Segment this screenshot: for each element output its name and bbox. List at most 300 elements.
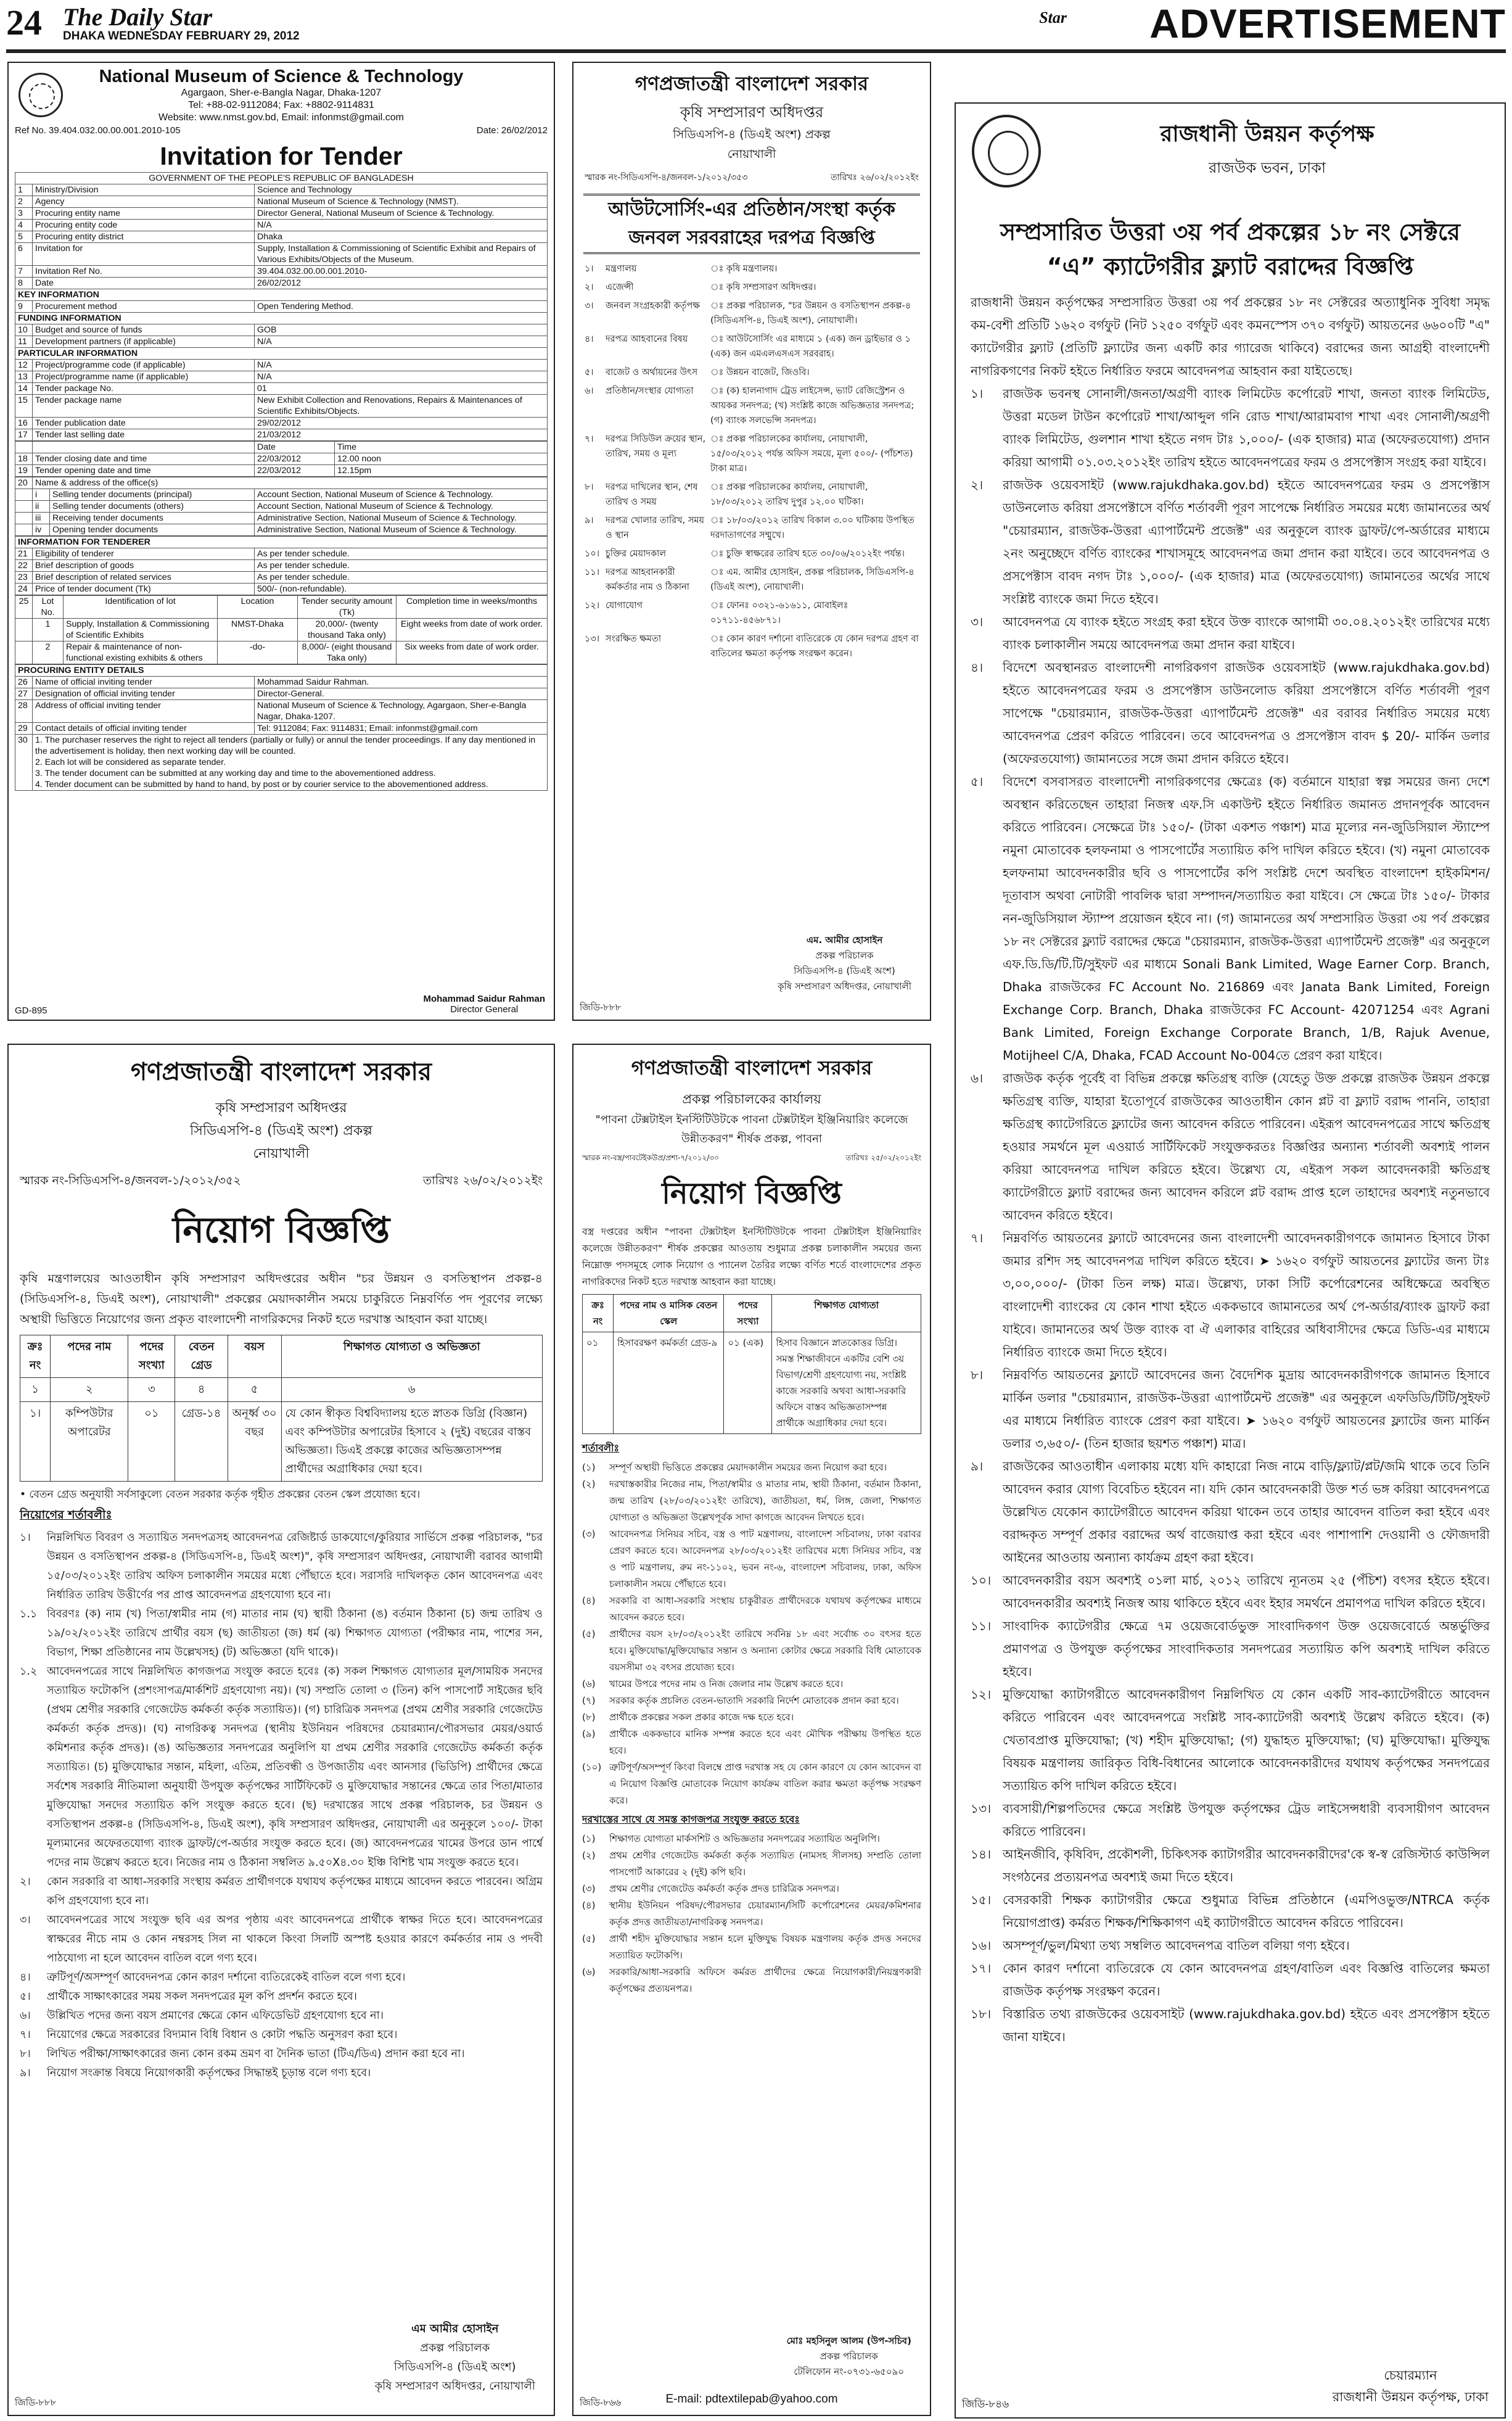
item-value: ঃ প্রকল্প পরিচালকের কার্যালয়, নোয়াখালী, ১৫/০৩/২০১২ পর্যন্ত অফিস সময়ে, মূল্য ৫০০/- (পাঁচশত) টাকা মাত্র। (710, 434, 913, 474)
section-procuring: PROCURING ENTITY DETAILS (15, 665, 548, 677)
tender-item (585, 280, 919, 295)
item-text: সরকার কর্তৃক প্রচলিত বেতন-ভাতাদি সরকারি নির্দেশ মোতাবেক প্রদান করা হবে। (609, 1695, 899, 1706)
org-name: রাজধানী উন্নয়ন কর্তৃপক্ষ (1160, 122, 1374, 147)
table-cell: As per tender schedule. (255, 548, 548, 560)
column-header: বেতন গ্রেড (175, 1335, 228, 1378)
recruitment-ad-cdsp (7, 1044, 555, 2416)
tender-item (585, 262, 919, 276)
table-cell: Invitation for (33, 243, 255, 266)
list-item (971, 1067, 1490, 1227)
item-value: ঃ কোন কারণ দর্শানো ব্যতিরেকে যে কোন দরপত্র গ্রহণ বা বাতিলের ক্ষমতা কর্তৃপক্ষ সংরক্ষণ করেন। (710, 634, 919, 659)
item-number: ৭। (20, 2029, 31, 2041)
item-number: ১৩। (585, 634, 600, 644)
column-header: শিক্ষাগত যোগ্যতা (772, 1295, 921, 1332)
item-text: ত্রুটিপূর্ণ/অসম্পূর্ণ আবেদনপত্র কোন কারণ দর্শানো ব্যতিরেকেই বাতিল বলে গণ্য হবে। (47, 1971, 406, 1984)
item-text: নিম্নবর্ণিত আয়তনের ফ্ল্যাটে আবেদনের জন্য বাংলাদেশী আবেদনকারীগণকে জামানত হিসাবে টাকা জমার রশিদ সহ আবেদনপত্র দাখিল করিতে হইবে। ➤ ১৬২০ বর্গফুট আয়তনের ফ্ল্যাটের জন্য টাঃ ৩,০০,০০০/- (টাকা তিন লক্ষ) মাত্র। উল্লেখ্য, ঢাকা সিটি কর্পোরেশনের অধিক্ষেত্রে অবস্থিত বাংলাদেশী ব্যাংকের যে কোন শাখা হইতে এককভাবে জামানতের অর্থ পে-অর্ডার/ব্যাংক ড্রাফট করা যাইবে। জামানতের অর্থ উক্ত ব্যাংক বা ঐ এলাকার বাহিরের অধিবাসীদের ক্ষেত্রে ডিডি-এর মাধ্যমে নির্ধারিত ব্যাংকে জমা দিতে হইবে। (1003, 1231, 1490, 1359)
table-cell: 9 (15, 301, 33, 313)
office-row (15, 489, 548, 501)
section-title: ADVERTISEMENT (1149, 1, 1506, 46)
table-cell: 2 (15, 196, 33, 208)
table-row (15, 196, 548, 208)
table-row (15, 371, 548, 383)
item-number: (৮) (582, 1712, 596, 1723)
table-cell (15, 513, 33, 524)
table-cell: 14 (15, 383, 33, 395)
table-cell: Administrative Section, National Museum of Science & Technology. (255, 524, 548, 536)
table-cell: 15 (15, 395, 33, 418)
memo-number: স্মারক নং-সিডিএসপি-৪/জনবল-১/২০১২/৩৫৩ (585, 173, 748, 183)
table-cell: 1 (33, 619, 64, 641)
rajuk-signature: চেয়ারম্যান রাজধানী উন্নয়ন কর্তৃপক্ষ, ঢাকা (1332, 2368, 1489, 2404)
org-address: রাজউক ভবন, ঢাকা (1209, 159, 1326, 176)
item-label: দরপত্র সিডিউল ক্রয়ের স্থান, তারিখ, সময় ও মূল্য (606, 434, 706, 459)
item-text: সরকারি/আধা-সরকারি অফিসে কর্মরত প্রার্থীদের ক্ষেত্রে নিয়োগকারী/নিয়ন্ত্রণকারী কর্তৃপক্ষের প্রত্যয়নপত্র। (609, 1966, 921, 1994)
table-row (15, 688, 548, 700)
list-item (582, 1847, 921, 1881)
item-number: ৪। (20, 1971, 31, 1984)
list-item (971, 474, 1490, 611)
column-number: ১ (20, 1378, 51, 1402)
list-item (582, 1676, 921, 1693)
offices-header: Name & address of the office(s) (33, 477, 548, 489)
table-row (15, 208, 548, 220)
section-particular: PARTICULAR INFORMATION (15, 348, 548, 360)
table-row (15, 278, 548, 289)
tender-item (585, 332, 919, 361)
gov-row: GOVERNMENT OF THE PEOPLE'S REPUBLIC OF BANGLADESH (15, 173, 548, 184)
item-number: ১৭। (971, 1961, 992, 1976)
table-cell: Project/programme code (if applicable) (33, 360, 255, 371)
table-cell: iv (33, 524, 50, 536)
list-item (582, 1831, 921, 1847)
item-value: ঃ চুক্তি স্বাক্ষরের তারিখ হতে ৩০/০৬/২০১২ইং পর্যন্ত। (710, 549, 905, 559)
table-cell: ii (33, 501, 50, 513)
table-cell: Tender package name (33, 395, 255, 418)
contact-email: E-mail: pdtextilepab@yahoo.com (665, 2393, 838, 2406)
list-item (582, 1897, 921, 1931)
closing-row: 18 Tender closing date and time 22/03/2012 12.00 noon (15, 453, 548, 465)
table-cell: Procurement method (33, 301, 255, 313)
list-item (971, 1889, 1490, 1934)
terms-list (573, 1459, 930, 1809)
table-cell: N/A (255, 371, 548, 383)
table-cell: 39.404.032.00.00.001.2010- (255, 266, 548, 278)
item-text: কোন সরকারি বা আধা-সরকারি সংস্থায় কর্মরত প্রার্থীগণকে যথাযথ কর্তৃপক্ষের মাধ্যমে আবেদন করতে পারবেন। অগ্রিম কপি গ্রহণযোগ্য হবে না। (47, 1876, 543, 1907)
item-text: প্রার্থী শহীদ মুক্তিযোদ্ধার সন্তান হলে মুক্তিযুদ্ধ বিষয়ক মন্ত্রণালয় কর্তৃক প্রদত্ত সনদের সত্যায়িত ফটোকপি। (609, 1933, 921, 1961)
table-row (15, 572, 548, 584)
terms-heading: শর্তাবলীঃ (582, 1442, 620, 1454)
item-text: শিক্ষাগত যোগ্যতা মার্কসশিট ও অভিজ্ঞতার সনদপত্রের সত্যায়িত অনুলিপি। (609, 1833, 880, 1844)
table-cell: হিসাব বিজ্ঞানে স্নাতকোত্তর ডিগ্রি। সমস্ত শিক্ষাজীবনে একটির বেশি ৩য় বিভাগ/শ্রেণী গ্রহণযোগ্য নয়, সংশ্লিষ্ট কাজে সরকারি অথবা আধা-সরকারি অফিসে বাস্তব অভিজ্ঞতাসম্পন্ন প্রার্থীকে অগ্রাধিকার দেয়া হবে। (772, 1332, 921, 1434)
item-number: ৯। (971, 1459, 984, 1474)
list-item (20, 1528, 543, 1605)
table-cell: Tender package No. (33, 383, 255, 395)
table-cell: Dhaka (255, 231, 548, 243)
section-funding: FUNDING INFORMATION (15, 313, 548, 324)
table-cell: i (33, 489, 50, 501)
tenderer-table (15, 536, 548, 595)
item-value: ঃ এম. আমীর হোসাইন, প্রকল্প পরিচালক, সিডিএসপি-৪ (ডিএই অংশ), নোয়াখালী। (710, 567, 914, 592)
item-number: ৭। (971, 1231, 984, 1245)
terms-heading: নিয়োগের শর্তাবলীঃ (20, 1508, 112, 1522)
column-header: শিক্ষাগত যোগ্যতা ও অভিজ্ঞতা (281, 1335, 543, 1378)
item-text: ব্যবসায়ী/শিল্পপতিদের ক্ষেত্রে সংশ্লিষ্ট উপযুক্ত কর্তৃপক্ষের ট্রেড লাইসেন্সধারী ব্যবসায়ীগণ আবেদন করিতে পারিবেন। (1003, 1801, 1490, 1839)
column-header: ক্রঃ নং (583, 1295, 614, 1332)
tender-heading: Invitation for Tender (160, 142, 403, 170)
table-cell (15, 489, 33, 501)
item-value: ঃ উন্নয়ন বাজেট, জিওবি। (710, 368, 810, 377)
item-text: লিখিত পরীক্ষা/সাক্ষাৎকারের জন্য কোন রকম ভ্রমণ বা দৈনিক ভাতা (টিএ/ডিএ) প্রদান করা হবে না। (47, 2048, 465, 2060)
list-item (971, 1569, 1490, 1615)
museum-logo-icon (18, 73, 63, 117)
list-item (20, 1987, 543, 2007)
item-number: ৩। (585, 301, 594, 311)
item-text: রাজউক ওয়েবসাইট (www.rajukdhaka.gov.bd) হইতে আবেদনপত্রের ফরম ও প্রসপেক্টাস ডাউনলোড করিয়া প্রসপেক্টাসে বর্ণিত শর্তাবলী পূরণ সাপেক্ষে নির্ধারিত সময়ের মধ্যে জামানতের অর্থ "চেয়ারম্যান, রাজউক-উত্তরা এ্যাপার্টমেন্ট প্রজেক্ট" এর অনুকূলে ব্যাংক ড্রাফট/পে-অর্ডারের মাধ্যমে ২নং অনুচ্ছেদে বর্ণিত ব্যাংকের শাখাসমূহে আবেদনপত্র জমা প্রদান করা যাইবে। তবে আবেদনপত্র ও প্রসপেক্টাস বাবদ নগদ টাঃ ১,০০০/- (এক হাজার) মাত্র (অফেরতযোগ্য) জামানতের অর্থের সাথে সংশ্লিষ্ট ব্যাংকে জমা দিতে হইবে। (1003, 477, 1490, 606)
item-number: (২) (582, 1850, 596, 1861)
item-number: (৫) (582, 1933, 596, 1944)
item-number: ৯। (20, 2067, 31, 2079)
item-text: প্রার্থীদের বয়স ২৮/০৩/২০১২ইং তারিখে সর্বনিম্ন ১৮ এবং সর্বোচ্চ ৩০ বৎসর হতে হবে। মুক্তিযোদ্ধা/মুক্তিযোদ্ধার সন্তান ও অন্যান্য কোটার ক্ষেত্রে সরকারি বিধি মোতাবেক বয়সসীমা ৩২ বৎসর প্রযোজ্য হবে। (609, 1628, 921, 1673)
masthead (6, 0, 1506, 53)
table-cell: N/A (255, 220, 548, 231)
table-row (15, 700, 548, 723)
table-row (15, 429, 548, 441)
notice-items (956, 382, 1505, 2048)
item-number: ১৫। (971, 1892, 992, 1907)
item-label: দরপত্র আহবানকারী কর্মকর্তার নাম ও ঠিকানা (606, 567, 689, 592)
column-header: ক্রঃ নং (20, 1335, 51, 1378)
table-cell: Date (33, 278, 255, 289)
item-number: ৮। (20, 2048, 31, 2060)
item-value: ঃ ১৮/০৩/২০১২ তারিখ বিকাল ৩.০০ ঘটিকায় উপস্থিত দরদাতাগণের সম্মুখে। (710, 516, 914, 540)
museum-address (9, 87, 554, 124)
memo-date: তারিখঃ ২৫/০২/২০১২ইং (845, 1153, 921, 1162)
table-cell: Procuring entity code (33, 220, 255, 231)
item-number: ১। (20, 1532, 31, 1544)
museum-signature (423, 994, 545, 1015)
tender-item (585, 480, 919, 509)
ref-number: Ref No. 39.404.032.00.00.001.2010-105 (15, 125, 181, 136)
table-cell: 26 (15, 677, 33, 688)
recruit1-signature: এম আমীর হোসাইন প্রকল্প পরিচালক সিডিএসপি-৪ (ডিএই অংশ) কৃষি সম্প্রসারণ অধিদপ্তর, নোয়াখালী (374, 2322, 535, 2393)
list-item (20, 2045, 543, 2064)
item-text: সাংবাদিক ক্যাটেগরীর ক্ষেত্রে ৭ম ওয়েজবোর্ডভুক্ত সাংবাদিকগণ উক্ত ওয়েজবোর্ডে অন্তর্ভুক্তির প্রমাণপত্র ও উপযুক্ত কর্তৃপক্ষের সাংবাদিকতার সনদপত্রের সত্যায়িত কপি অবশ্যই দাখিল করিতে হইবে। (1003, 1619, 1490, 1679)
item-number: (৭) (582, 1695, 596, 1706)
note-line: 4. Tender document can be submitted by hand to hand, by post or by courier service to the abovementioned address. (35, 780, 488, 790)
table-cell: ১। (20, 1402, 51, 1482)
section-tenderer: INFORMATION FOR TENDERER (15, 537, 548, 548)
table-cell: Director General, National Museum of Science & Technology. (255, 208, 548, 220)
item-number: (৩) (582, 1528, 596, 1540)
agri-signature: এম. আমীর হোসাইন প্রকল্প পরিচালক সিডিএসপি-৪ (ডিএই অংশ) কৃষি সম্প্রসারণ অধিদপ্তর, নোয়াখালী (778, 934, 911, 992)
table-cell: 6 (15, 243, 33, 266)
list-item (971, 656, 1490, 770)
item-number: ৪। (585, 334, 594, 344)
list-item (582, 1593, 921, 1626)
rajuk-logo-icon (972, 115, 1041, 188)
column-header: পদের সংখ্যা (724, 1295, 772, 1332)
item-value: ঃ আউটসোর্সিং এর মাধ্যমে ১ (এক) জন ড্রাইভার ও ১ (এক) জন এমএলএসএস সরবরাহ। (710, 334, 911, 359)
item-text: নিয়োগের ক্ষেত্রে সরকারের বিদ্যমান বিধি বিধান ও কোটা পদ্ধতি অনুসরণ করা হবে। (47, 2029, 398, 2041)
table-cell: 8,000/- (eight thousand Taka only) (298, 641, 396, 664)
item-text: বিদেশে বসবাসরত বাংলাদেশী নাগরিকগণের ক্ষেত্রেঃ (ক) বর্তমানে যাহারা স্বল্প সময়ের জন্য দেশে অবস্থান করিতেছেন তাহারা নিজস্ব এফ.সি একাউন্ট হইতে নির্ধারিত জমানত প্রদানপূর্বক আবেদন করিতে পারিবেন। সেক্ষেত্রে টাঃ ১৫০/- (টাকা একশত পঞ্চাশ) মাত্র মূল্যের নন-জুডিসিয়াল স্ট্যাম্পে নমুনা মোতাবেক হলফনামা ও পাসপোর্টের সত্যায়িত কপি দাখিল করিতে হইবে। (খ) নমুনা মোতাবেক হলফনামা আবেদনকারীর ছবি ও পাসপোর্টের কপি সংশ্লিষ্ট দেশে অবস্থিত বাংলাদেশ হাইকমিশন/দূতাবাস অথবা নোটারী পাবলিক দ্বারা সম্পাদন/সত্যায়িত করা যাইবে। সে ক্ষেত্রে টাঃ ১৫০/- টাকার নন-জুডিসিয়াল স্ট্যাম্প প্রয়োজন হইবে না। (গ) জামানতের অর্থ সম্প্রসারিত উত্তরা ৩য় পর্ব প্রকল্পের ১৮ নং সেক্টরের ফ্ল্যাট বরাদ্দের ক্ষেত্রে "চেয়ারম্যান, রাজউক-উত্তরা এ্যাপার্টমেন্ট প্রজেক্ট" এর অনুকূলে এফ.ডি.ডি/টি.টি/সুইফট এর মাধ্যমে Sonali Bank Limited, Wage Earner Corp. Branch, Dhaka রাজউকের FC Account No. 216869 এবং Janata Bank Limited, Foreign Exchange Corp. Branch, Dhaka রাজউকের FC Account- 42071254 এবং Agrani Bank Limited, Foreign Exchange Corporate Branch, 1/B, Rajuk Avenue, Motijheel C/A, Dhaka, FCAD Account No-004তে প্রেরণ করা যাইবে। (1003, 774, 1490, 1063)
item-number: ৪। (971, 660, 984, 675)
item-number: ১। (971, 386, 984, 401)
office-row (15, 501, 548, 513)
department-name: কৃষি সম্প্রসারণ অধিদপ্তর (680, 104, 824, 121)
item-number: ৮। (971, 1367, 984, 1382)
list-item (582, 1881, 921, 1897)
tender-item (585, 565, 919, 595)
item-text: প্রথম শ্রেণীর গেজেটেড কর্মকর্তা কর্তৃক প্রদত্ত চারিত্রিক সনদপত্র। (609, 1883, 839, 1894)
table-cell: NMST-Dhaka (218, 619, 298, 641)
list-item (582, 1726, 921, 1759)
table-cell: Opening tender documents (50, 524, 255, 536)
column-number: ৫ (228, 1378, 281, 1402)
list-item (582, 1931, 921, 1964)
list-item (20, 1662, 543, 1873)
item-label: দরপত্র আহবানের বিষয় (606, 334, 688, 344)
item-text: আইনজীবি, কৃষিবিদ, প্রকৌশলী, চিকিৎসক ক্যাটাগরীর আবেদনকারীদের'কে স্ব-স্ব রেজিস্টার্ড কাউন্সিল সংগঠনের প্রত্যয়নপত্র অবশ্যই জমা দিতে হইবে। (1003, 1847, 1490, 1884)
gd-number: জিডি-৮৪৬ (962, 2398, 1009, 2410)
table-cell: 22 (15, 560, 33, 572)
gd-number: জিডি-৮৬৬ (580, 2398, 622, 2408)
table-cell: 27 (15, 688, 33, 700)
table-cell: 4 (15, 220, 33, 231)
office-row (15, 524, 548, 536)
signer-name: Mohammad Saidur Rahman (423, 994, 545, 1004)
list-item (971, 1227, 1490, 1364)
table-cell: Address of official inviting tender (33, 700, 255, 723)
list-item (20, 2026, 543, 2045)
table-row (15, 336, 548, 348)
item-text: উল্লিখিত পদের জন্য বয়স প্রমাণের ক্ষেত্রে কোন এফিডেভিট গ্রহণযোগ্য হবে না। (47, 2010, 384, 2022)
table-cell: 20,000/- (twenty thousand Taka only) (298, 619, 396, 641)
item-label: জনবল সংগ্রহকারী কর্তৃপক্ষ (606, 301, 701, 311)
list-item (971, 1615, 1490, 1683)
tender-notes (33, 735, 548, 791)
list-item (582, 1759, 921, 1809)
list-item (582, 1459, 921, 1476)
table-cell (15, 641, 33, 664)
table-cell: Repair & maintenance of non-functional existing exhibits & others (64, 641, 218, 664)
item-number: ২। (971, 477, 984, 492)
item-text: রাজউক ভবনস্থ সোনালী/জনতা/অগ্রণী ব্যাংক লিমিটেড কর্পোরেট শাখা, জনতা ব্যাংক লিমিটেড, উত্তরা মডেল টাউন কর্পোরেট শাখা/আব্দুল গনি রোড শাখা/আরামবাগ শাখা এবং সোনালী/অগ্রণী ব্যাংক লিমিটেড, গুলশান শাখা হইতে নগদ টাঃ ১,০০০/- (এক হাজার) মাত্র (অফেরতযোগ্য) প্রদান করিয়া আগামী ০১.০৩.২০১২ইং তারিখ হইতে আবেদনপত্রের ফরম ও প্রসপেক্টাস সংগ্রহ করা যাইবে। (1003, 386, 1490, 469)
gd-number: GD-895 (15, 1005, 47, 1016)
list-item (971, 1797, 1490, 1843)
list-item (582, 1626, 921, 1676)
list-item (971, 382, 1490, 474)
table-cell: 01 (255, 383, 548, 395)
table-cell: Eligibility of tenderer (33, 548, 255, 560)
tender-item (585, 384, 919, 428)
memo-date: তারিখঃ ২৬/০২/২০১২ইং (423, 1174, 543, 1187)
item-text: দরখাস্তকারীর নিজের নাম, পিতা/স্বামীর ও মাতার নাম, স্থায়ী ঠিকানা, বর্তমান ঠিকানা, জন্ম তারিখ (২৮/০৩/২০১২ইং তারিখে), জাতীয়তা, ধর্ম, লিঙ্গ, জেলা, শিক্ষাগত যোগ্যতা ও অভিজ্ঞতা উল্লেখপূর্বক সাদা কাগজে আবেদন লিখতে হবে। (609, 1479, 921, 1523)
office-row (15, 513, 548, 524)
tender-item (585, 598, 919, 628)
item-label: সংরক্ষিত ক্ষমতা (606, 634, 662, 644)
item-text: বিদেশে অবস্থানরত বাংলাদেশী নাগরিকগণ রাজউক ওয়েবসাইট (www.rajukdhaka.gov.bd) হইতে আবেদনপত্রের ফরম ও প্রসপেক্টাস ডাউনলোড করিয়া প্রসপেক্টাসে বর্ণিত শর্তাবলী পূরণ সাপেক্ষে "চেয়ারম্যান, রাজউক-উত্তরা এ্যাপার্টমেন্ট প্রজেক্ট" এর বরাবর নির্ধারিত সময়ের মধ্যে আবেদনপত্র প্রেরণ করিতে পারিবেন। তবে আবেদনপত্র ও প্রসপেক্টাস বাবদ $ 20/- মার্কিন ডলার (অফেরতযোগ্য) জামানতের সঙ্গে জমা প্রদান করিতে হইবে। (1003, 660, 1490, 766)
table-cell: Budget and source of funds (33, 324, 255, 336)
item-text: মুক্তিযোদ্ধা ক্যাটাগরীতে আবেদনকারীগণ নিম্নলিখিত যে কোন একটি সাব-ক্যাটেগরীতে আবেদন করিতে পারিবেন এবং আবেদনপত্রে সংশ্লিষ্ট সাব-ক্যাটেগরী অবশ্যই উল্লেখ করিতে হইবে। (ক) খেতাবপ্রাপ্ত মুক্তিযোদ্ধা; (খ) শহীদ মুক্তিযোদ্ধা; (গ) যুদ্ধাহত মুক্তিযোদ্ধা; (ঘ) মুক্তিযোদ্ধা। মুক্তিযুদ্ধ বিষয়ক মন্ত্রণালয় জারিকৃত বিধি-বিধানের আলোকে আবেদনকারীদের যথাযথ কর্তৃপক্ষের সনদপত্রের সত্যায়িত কপি দাখিল করিতে হইবে। (1003, 1687, 1490, 1793)
table-row (15, 418, 548, 429)
tender-item (585, 365, 919, 380)
item-text: প্রথম শ্রেণীর গেজেটেড কর্মকর্তা কর্তৃক সত্যায়িত (নামসহ সীলসহ) সম্প্রতি তোলা পাসপোর্ট আকারের ২ (দুই) কপি ছবি। (609, 1850, 921, 1878)
notice-title: নিয়োগ বিজ্ঞপ্তি (172, 1209, 390, 1251)
memo-date: তারিখঃ ২৬/০২/২০১২ইং (831, 173, 919, 183)
list-item (971, 770, 1490, 1067)
table-cell: Six weeks from date of work order. (396, 641, 548, 664)
table-cell: -do- (218, 641, 298, 664)
item-number: ১। (585, 264, 594, 274)
project-name: "পাবনা টেক্সটাইল ইনস্টিটিউটকে পাবনা টেক্সটাইল ইঞ্জিনিয়ারিং কলেজে উন্নীতকরণ" শীর্ষক প্রকল্প, পাবনা (595, 1113, 908, 1145)
note-line: 3. The tender document can be submitted at any working day and time to the abovementioned address. (35, 769, 436, 778)
item-number: (৩) (582, 1883, 596, 1894)
dateline: DHAKA WEDNESDAY FEBRUARY 29, 2012 (63, 30, 300, 43)
table-cell: 17 (15, 429, 33, 441)
list-item (20, 1968, 543, 1987)
item-text: প্রার্থীকে এককভাবে মানিক সম্পন্ন করতে হবে এবং মৌখিক পরীক্ষায় উপস্থিত হতে হবে। (609, 1728, 921, 1756)
memo-number: স্মারক নং-বস্ত্র/পাবটেইকউপ্র/প্রশা-৭/২০১২/৩০ (582, 1153, 720, 1162)
recruitment-ad-textile (572, 1044, 931, 2416)
notice-intro: বস্ত্র দপ্তরের অধীন "পাবনা টেক্সটাইল ইনস্টিটিউটকে পাবনা টেক্সটাইল ইঞ্জিনিয়ারিং কলেজে উন্নীতকরণ" শীর্ষক প্রকল্পের আওতায় শুধুমাত্র প্রকল্প চলাকালীন সময়ের জন্য নিম্নোক্ত পদসমূহে লোক নিয়োগ ও প্যানেল তৈরির লক্ষ্যে বর্ণিত শর্তে বাংলাদেশের প্রকৃত নাগরিকদের নিকট হতে দরখাস্ত আহবান করা যাচ্ছে। (582, 1226, 921, 1287)
table-cell: 16 (15, 418, 33, 429)
post-table (20, 1335, 543, 1482)
table-cell: 21/03/2012 (255, 429, 548, 441)
item-number: ১০। (971, 1573, 992, 1588)
item-number: ৩। (971, 614, 984, 629)
tender-item (585, 632, 919, 661)
table-cell: As per tender schedule. (255, 560, 548, 572)
star-logo: Star (1039, 9, 1067, 27)
table-cell: Contact details of official inviting tender (33, 723, 255, 735)
table-cell: Ministry/Division (33, 184, 255, 196)
table-cell: 500/- (non-refundable). (255, 584, 548, 595)
table-cell: National Museum of Science & Technology (NMST). (255, 196, 548, 208)
table-cell: 3 (15, 208, 33, 220)
tender-item (585, 513, 919, 543)
notice-title-line1: সম্প্রসারিত উত্তরা ৩য় পর্ব প্রকল্পের ১৮ নং সেক্টরে (1000, 218, 1461, 245)
item-value: ঃ ফোনঃ ০৩২১-৬১৬১১, মোবাইলঃ ০১৭১১-৪৫৬৮৭১। (710, 601, 848, 625)
offices-table: 20 Name & address of the office(s) i Selling tender documents (principal) Account Section, National Museum of Science & Technology. ii Selling tender documents (others) Account Section, National Museum of Science & Technology. iii Receiving tender documents Administrative Section, National Museum of Science & Technology. iv Opening tender documents Administrative Section, National Museum of Science & Technology. (15, 477, 548, 536)
item-number: ৩। (20, 1914, 31, 1926)
table-row (15, 395, 548, 418)
table-cell: National Museum of Science & Technology, Agargaon, Sher-e-Bangla Nagar, Dhaka-1207. (255, 700, 548, 723)
item-number: ১১। (585, 567, 600, 577)
list-item (582, 1693, 921, 1709)
item-text: স্থানীয় ইউনিয়ন পরিষদ/পৌরসভার চেয়ারম্যান/সিটি কর্পোরেশনের মেয়র/কমিশনার কর্তৃক প্রদত্ত জাতীয়তা/নাগরিকত্ব সনদপত্র। (609, 1900, 921, 1928)
table-cell: Eight weeks from date of work order. (396, 619, 548, 641)
item-number: ৮। (585, 482, 594, 492)
table-row (15, 220, 548, 231)
list-item (20, 2064, 543, 2083)
table-row (15, 301, 548, 313)
table-cell: 21 (15, 548, 33, 560)
item-text: আবেদনপত্রের সাথে নিম্নলিখিত কাগজপত্র সংযুক্ত করতে হবেঃ (ক) সকল শিক্ষাগত যোগ্যতার মূল/সাময়িক সনদের সত্যায়িত ফটোকপি (প্রশংসাপত্র/মার্কশিট গ্রহণযোগ্য নয়)। (খ) সম্প্রতি তোলা ৩ (তিন) কপি পাসপোর্ট সাইজের ছবি (প্রথম শ্রেণীর সরকারি গেজেটেড কর্মকর্তা কর্তৃক সত্যায়িত)। (গ) চারিত্রিক সনদপত্র (প্রথম শ্রেণীর সরকারি গেজেটেড কর্মকর্তা কর্তৃক প্রদত্ত)। (ঘ) নাগরিকত্ব সনদপত্র (স্থানীয় ইউনিয়ন পরিষদের চেয়ারম্যান/পৌরসভার মেয়র/ওয়ার্ড কমিশনার কর্তৃক প্রদত্ত)। (ঙ) অভিজ্ঞতার সনদপত্রের অনুলিপি যা প্রথম শ্রেণীর সরকারি গেজেটেড কর্মকর্তা কর্তৃক সত্যায়িত। (চ) মুক্তিযোদ্ধার সন্তান, মহিলা, এতিম, প্রতিবন্ধী ও উপজাতীয় এবং আনসার (ভিডিপি) প্রার্থীদের ক্ষেত্রে সর্বশেষ সরকারি নীতিমালা অনুযায়ী উপযুক্ত কর্তৃপক্ষের সার্টিফিকেট ও মুক্তিযোদ্ধার সন্তানের ক্ষেত্রে তার পিতা/মাতার মুক্তিযোদ্ধা সনদের সত্যায়িত কপি সংযুক্ত করতে হবে। (ছ) দরখাস্তের সাথে প্রকল্প পরিচালক, চর উন্নয়ন ও বসতিস্থাপন প্রকল্প-৪ (সিডিএসপি-৪, ডিএই অংশ), কৃষি সম্প্রসারণ অধিদপ্তর, নোয়াখালী এর অনুকূলে ১০০/- টাকা মূল্যমানের অফেরতযোগ্য ব্যাংক ড্রাফট/পে-অর্ডার সংযুক্ত করতে হবে। (জ) আবেদনপত্রের খামের উপরে ডান পার্শ্বে পদের নাম উল্লেখ করতে হবে। নিজের নাম ও ঠিকানা সম্বলিত ৯.৫০X৪.৩০ ইঞ্চি বিশিষ্ট খাম সংযুক্ত করতে হবে। (47, 1665, 543, 1869)
tender-items (573, 258, 930, 669)
table-cell: 28 (15, 700, 33, 723)
table-cell: N/A (255, 360, 548, 371)
gov-heading: গণপ্রজাতন্ত্রী বাংলাদেশ সরকার (635, 73, 869, 95)
column-number: ৪ (175, 1378, 228, 1402)
table-cell: 7 (15, 266, 33, 278)
item-number: ৭। (585, 434, 594, 444)
lot-row (15, 619, 548, 641)
note-line: 2. Each lot will be considered as separate tender. (35, 757, 226, 767)
table-cell (15, 501, 33, 513)
table-cell: গ্রেড-১৪ (175, 1402, 228, 1482)
gov-heading: গণপ্রজাতন্ত্রী বাংলাদেশ সরকার (631, 1056, 873, 1079)
table-row (15, 723, 548, 735)
table-cell: New Exhibit Collection and Renovations, Repairs & Maintenances of Scientific Exhibits/Objects. (255, 395, 548, 418)
list-item (20, 1605, 543, 1662)
table-cell: Price of tender document (Tk) (33, 584, 255, 595)
terms-list (9, 1528, 554, 2083)
item-text: অসম্পূর্ণ/ভুল/মিথ্যা তথ্য সম্বলিত আবেদনপত্র বাতিল বলিয়া গণ্য হইবে। (1003, 1938, 1350, 1953)
department-name: কৃষি সম্প্রসারণ অধিদপ্তর (215, 1100, 347, 1116)
phone-line: Tel: +88-02-9112084; Fax: +8802-9114831 (188, 100, 374, 110)
column-number: ৬ (281, 1378, 543, 1402)
item-number: (১০) (582, 1762, 602, 1773)
section-key: KEY INFORMATION (15, 289, 548, 301)
table-cell: N/A (255, 336, 548, 348)
item-label: মন্ত্রণালয় (606, 264, 637, 274)
item-number: ১৮। (971, 2007, 992, 2021)
table-cell: Administrative Section, National Museum of Science & Technology. (255, 513, 548, 524)
table-cell: Supply, Installation & Commissioning of Scientific Exhibit and Repairs of Various Exhibits/Objects of the Museum. (255, 243, 548, 266)
column-header: পদের সংখ্যা (128, 1335, 175, 1378)
item-text: কোন কারণ দর্শানো ব্যতিরেকে যে কোন আবেদনপত্র গ্রহণ/বাতিল এবং বিজ্ঞপ্তি বাতিলের ক্ষমতা রাজউক কর্তৃপক্ষ সংরক্ষণ করেন। (1003, 1961, 1490, 1998)
list-item (971, 1455, 1490, 1569)
table-row (15, 266, 548, 278)
column-number: ২ (51, 1378, 128, 1402)
recruit2-signature: মোঃ মহসিনুল আলম (উপ-সচিব) প্রকল্প পরিচালক টেলিফোন নং-০৭৩১-৬৫০৯০ (786, 2335, 911, 2377)
table-cell (15, 619, 33, 641)
table-cell: Designation of official inviting tender (33, 688, 255, 700)
table-row (15, 548, 548, 560)
item-text: প্রার্থীকে প্রকল্পের সকল প্রকার কাজে দক্ষ হতে হবে। (609, 1712, 794, 1723)
item-number: (১) (582, 1833, 596, 1844)
item-number: ১২। (971, 1687, 992, 1702)
column-number: ৩ (128, 1378, 175, 1402)
item-number: ৫। (971, 774, 984, 789)
table-row (15, 184, 548, 196)
item-text: রাজউকের আওতাধীন এলাকায় মধ্যে যদি কাহারো নিজ নামে বাড়ি/ফ্ল্যাট/প্লট/জমি থাকে তবে তিনি আবেদন করার যোগ্য বিবেচিত হইবেন না। যদি কোন আবেদনকারী উক্ত শর্ত ভঙ্গ করিয়া আবেদনপত্রে উল্লেখিত যেকোন ক্যাটেগরীতে আবেদন করিয়া থাকেন তবে তাহার আবেদন বাতিল করা হইবে এবং বরাদ্দকৃত সম্পূর্ণ প্রকার বরাদ্দের অর্থ বাজেয়াপ্ত করা হইবে এবং পাশাপাশি দেওয়ানী ও ফৌজদারী আইনের আওতায় অন্যান্য কার্যক্রম গ্রহণ করা হইবে। (1003, 1459, 1490, 1565)
tender-item (585, 299, 919, 328)
table-cell: 10 (15, 324, 33, 336)
table-cell: কম্পিউটার অপারেটর (51, 1402, 128, 1482)
rajuk-flat-ad (955, 102, 1506, 2419)
table-cell: Account Section, National Museum of Science & Technology. (255, 501, 548, 513)
table-cell: 23 (15, 572, 33, 584)
list-item (582, 1526, 921, 1593)
item-number: (১) (582, 1462, 596, 1473)
table-row (15, 360, 548, 371)
table-cell: Tender last selling date (33, 429, 255, 441)
table-row (15, 383, 548, 395)
list-item (971, 611, 1490, 656)
project-name: সিডিএসপি-৪ (ডিএই অংশ) প্রকল্প (190, 1123, 372, 1139)
museum-tender-ad (7, 62, 555, 1021)
table-cell: ০১ (583, 1332, 614, 1434)
table-cell: Procuring entity district (33, 231, 255, 243)
note-line: 1. The purchaser reserves the right to reject all tenders (partially or fully) or annul the tender proceedings. If any day mentioned in the advertisement is holiday, then next working day will be counted. (35, 735, 536, 756)
item-number: ১১। (971, 1619, 992, 1633)
web-line: Website: www.nmst.gov.bd, Email: infonmst@gmail.com (158, 112, 404, 123)
item-number: ২। (585, 283, 594, 292)
location: নোয়াখালী (253, 1146, 310, 1161)
item-label: যোগাযোগ (606, 601, 643, 611)
